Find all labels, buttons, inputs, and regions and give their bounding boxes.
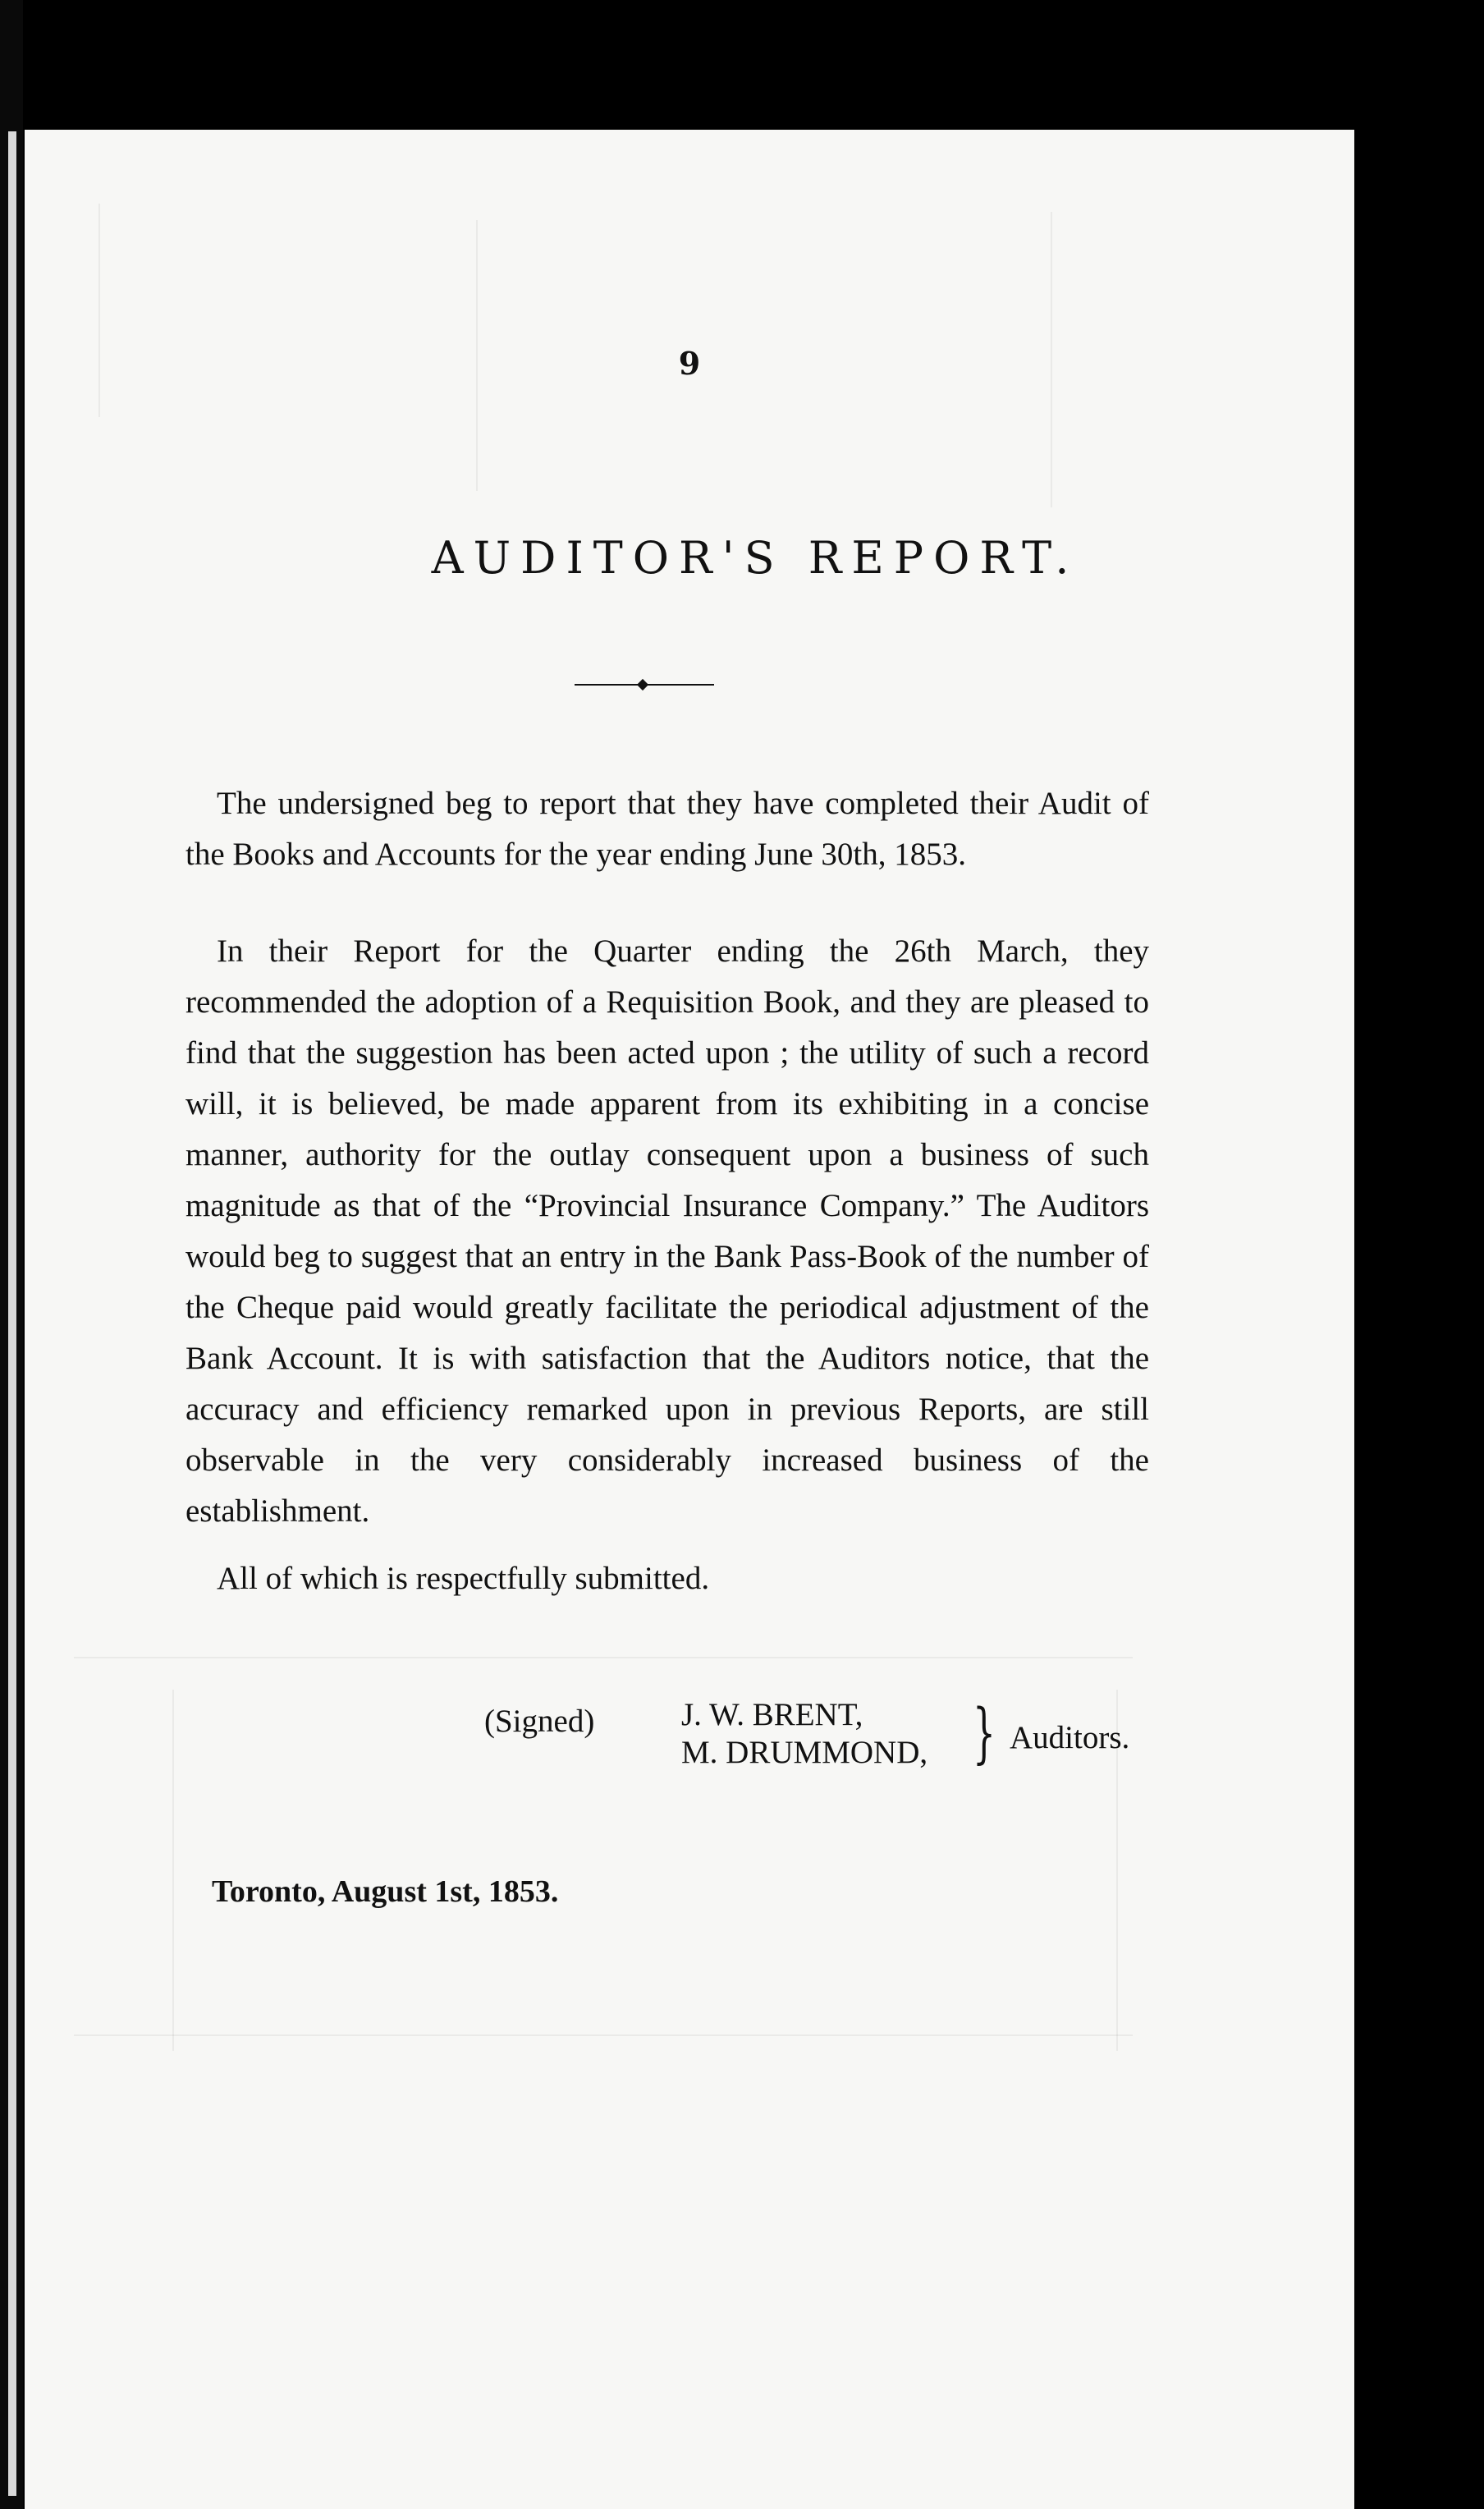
scan-background-right	[1354, 0, 1484, 2509]
signed-label: (Signed)	[484, 1704, 595, 1739]
brace-glyph: }	[973, 1695, 996, 1771]
auditors-role: Auditors.	[1010, 1720, 1130, 1755]
show-through-rule	[98, 204, 100, 417]
show-through-rule	[74, 2034, 1133, 2036]
previous-page-edge	[8, 131, 16, 2496]
paragraph-closing: All of which is respectfully submitted.	[217, 1561, 710, 1596]
show-through-rule	[172, 1690, 174, 2051]
document-page	[25, 130, 1354, 2509]
auditor-name: M. DRUMMOND,	[681, 1735, 928, 1770]
page-number: 9	[678, 345, 701, 382]
rule-diamond	[637, 679, 648, 690]
place-and-date: Toronto, August 1st, 1853.	[212, 1874, 559, 1909]
page-title: AUDITOR'S REPORT.	[431, 532, 1079, 584]
title-ornament-rule	[575, 677, 714, 693]
scan-background-top	[0, 0, 1484, 130]
auditor-name: J. W. BRENT,	[681, 1697, 863, 1732]
show-through-rule	[74, 1657, 1133, 1658]
auditor-names	[681, 1696, 928, 1772]
paragraph-main: In their Report for the Quarter ending the 26th March, they recommended the adoption of a Requisition Book, and they are pleased to find that the suggestion has been acted upon ; the utility of such a record will, it is believed, be made apparent from its exhibiting in a concise manner, authority for the outlay consequent upon a business of such magnitude as that of the “Provincial Insurance Company.” The Auditors would beg to suggest that an entry in the Bank Pass-Book of the number of the Cheque paid would greatly facilitate the periodical adjustment of the Bank Account. It is with satisfaction that the Auditors notice, that the accuracy and efficiency remarked upon in previous Reports, are still observable in the very considerably increased business of the establishment.	[186, 933, 1149, 1529]
paragraph-intro: The undersigned beg to report that they have completed their Audit of the Books and Accounts for the year ending June 30th, 1853.	[186, 786, 1149, 872]
